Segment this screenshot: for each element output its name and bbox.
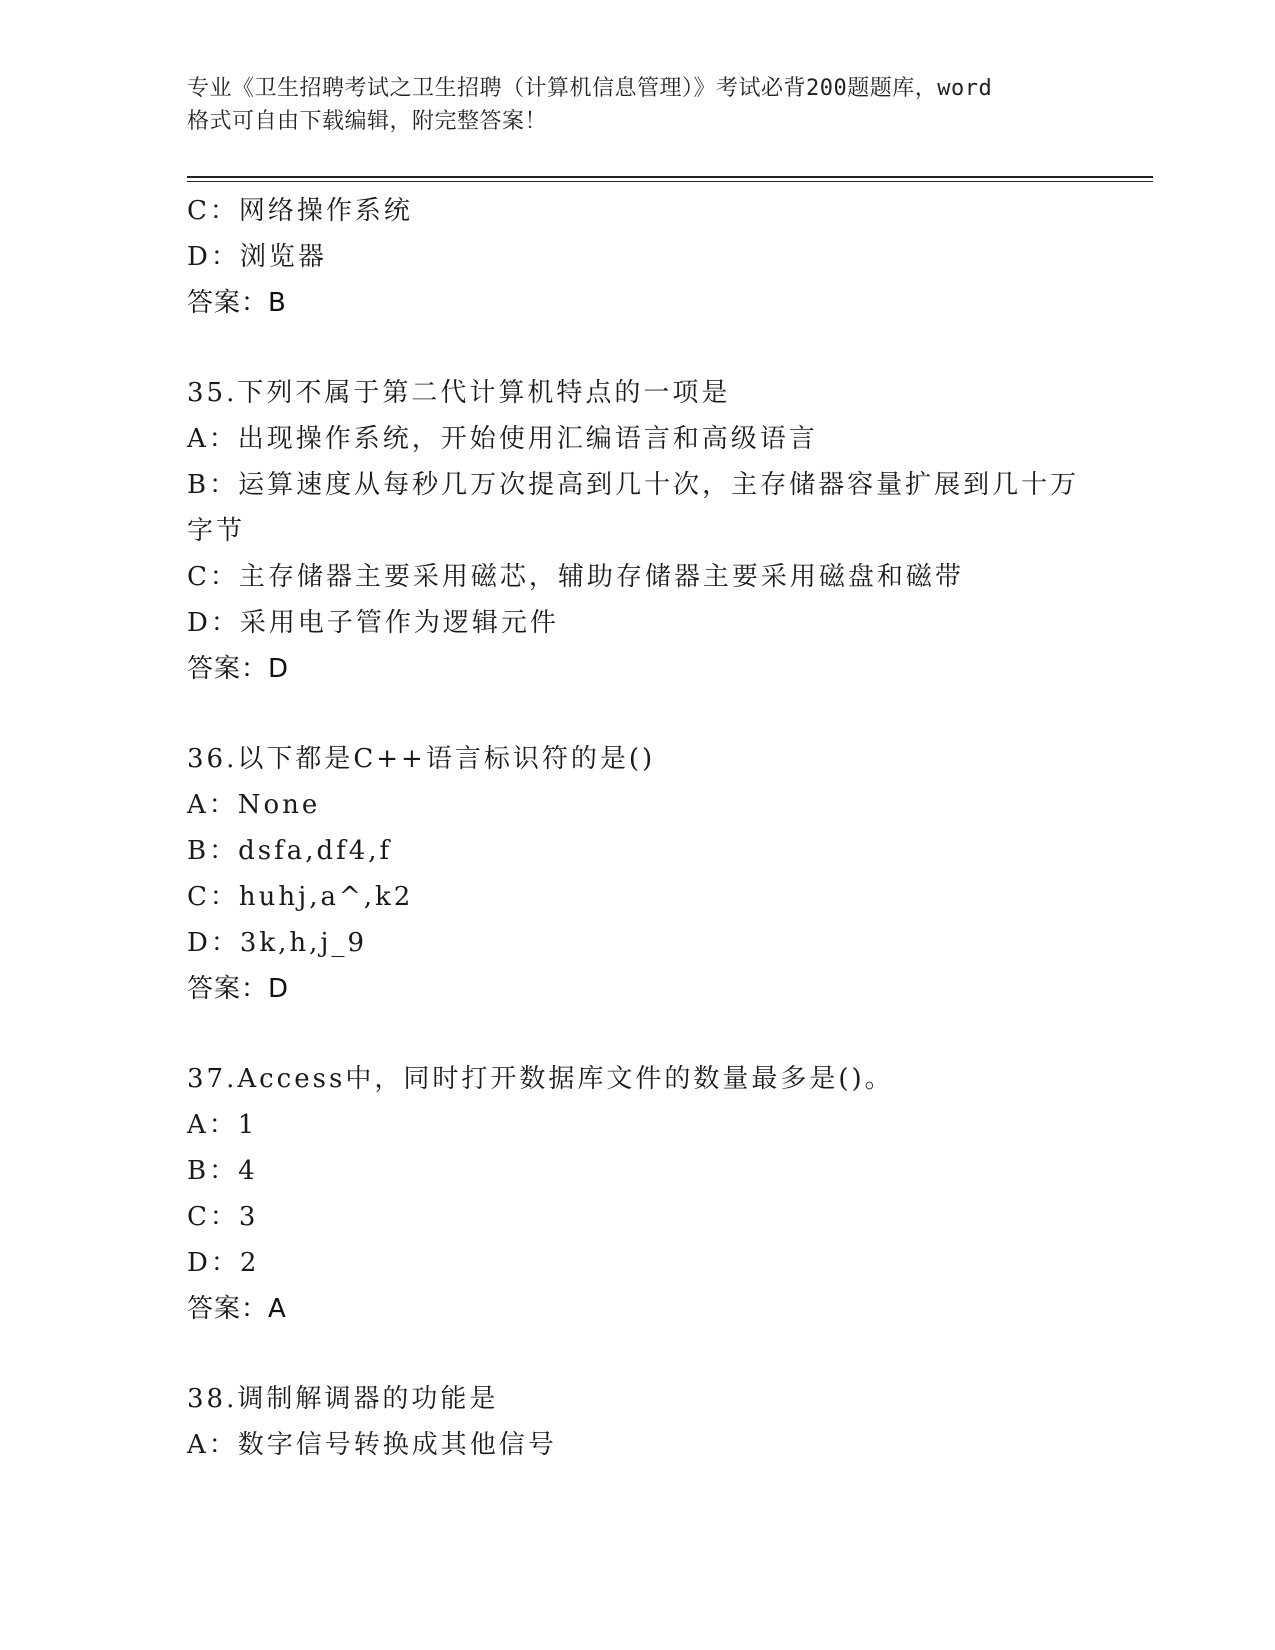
question-37 bbox=[187, 1056, 1087, 1332]
option-c: C：huhj,a^,k2 bbox=[187, 882, 414, 912]
question-36 bbox=[187, 736, 1087, 1012]
header-line-2: 格式可自由下载编辑，附完整答案！ bbox=[187, 109, 548, 134]
option-a: A：None bbox=[187, 790, 321, 820]
option-b: B：4 bbox=[187, 1156, 258, 1186]
question-content bbox=[187, 188, 1087, 1468]
option-a: A：出现操作系统，开始使用汇编语言和高级语言 bbox=[187, 424, 818, 454]
option-c: C：3 bbox=[187, 1202, 259, 1232]
header-divider-thick bbox=[187, 176, 1153, 178]
question-stem: 38.调制解调器的功能是 bbox=[187, 1384, 499, 1414]
header-divider-thin bbox=[187, 181, 1153, 182]
answer: 答案：B bbox=[187, 288, 287, 318]
question-stem: 37.Access中，同时打开数据库文件的数量最多是()。 bbox=[187, 1064, 894, 1094]
option-a: A：数字信号转换成其他信号 bbox=[187, 1430, 557, 1460]
answer: 答案：A bbox=[187, 1294, 287, 1324]
option-d: D：3k,h,j_9 bbox=[187, 928, 368, 958]
option-b: B：运算速度从每秒几万次提高到几十次，主存储器容量扩展到几十万字节 bbox=[187, 470, 1080, 546]
option-d: D：2 bbox=[187, 1248, 260, 1278]
option-c: C：主存储器主要采用磁芯，辅助存储器主要采用磁盘和磁带 bbox=[187, 562, 964, 592]
question-35 bbox=[187, 370, 1087, 692]
question-38 bbox=[187, 1376, 1087, 1468]
answer: 答案：D bbox=[187, 654, 290, 684]
question-34-tail bbox=[187, 188, 1087, 326]
option-b: B：dsfa,df4,f bbox=[187, 836, 393, 866]
option-a: A：1 bbox=[187, 1110, 258, 1140]
answer: 答案：D bbox=[187, 974, 290, 1004]
question-stem: 35.下列不属于第二代计算机特点的一项是 bbox=[187, 378, 731, 408]
option-d: D：浏览器 bbox=[187, 242, 327, 272]
header-line-1: 专业《卫生招聘考试之卫生招聘（计算机信息管理）》考试必背200题题库，word bbox=[187, 76, 993, 101]
document-header bbox=[187, 72, 1087, 138]
question-stem: 36.以下都是C++语言标识符的是() bbox=[187, 744, 656, 774]
option-c: C：网络操作系统 bbox=[187, 196, 413, 226]
option-d: D：采用电子管作为逻辑元件 bbox=[187, 608, 559, 638]
